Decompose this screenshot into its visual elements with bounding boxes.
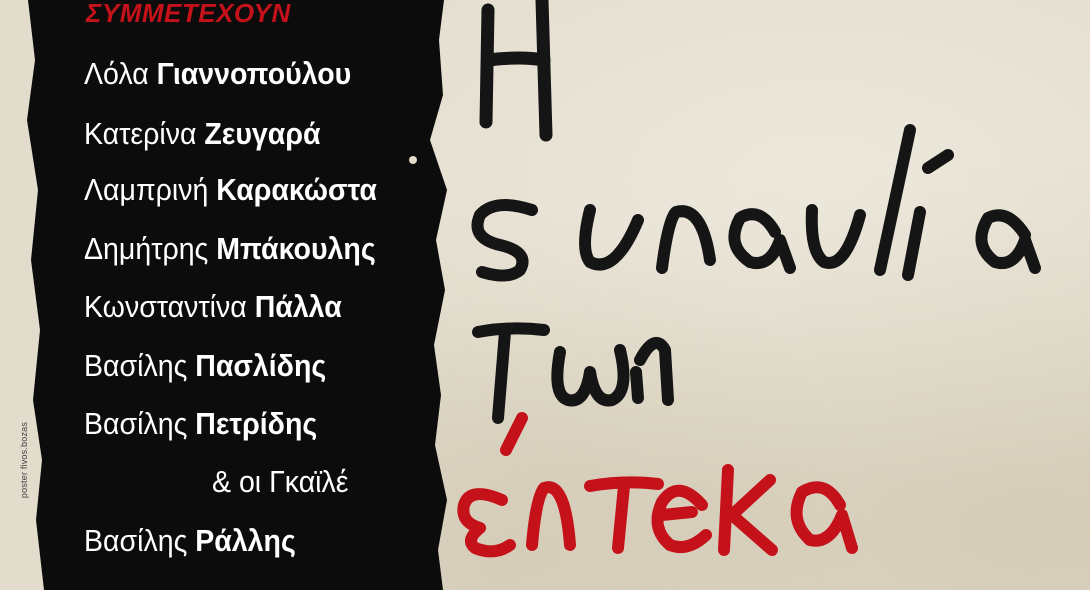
cast-list <box>0 0 470 590</box>
cast-member: Βασίλης Πασλίδης <box>84 348 327 383</box>
cast-member: Βασίλης Πετρίδης <box>84 406 318 441</box>
cast-member: Κατερίνα Ζευγαρά <box>84 116 321 151</box>
title-word-enteka <box>463 418 852 551</box>
title-word-ton <box>478 328 668 418</box>
cast-member: Λόλα Γιαννοπούλου <box>84 56 352 91</box>
title-word-synaulia <box>478 130 1036 276</box>
cast-member: Βασίλης Ράλλης <box>84 523 296 558</box>
cast-heading: ΣΥΜΜΕΤΕΧΟΥΝ <box>86 0 291 28</box>
cast-member: Κωνσταντίνα Πάλλα <box>84 289 342 324</box>
cast-member: Λαμπρινή Καρακώστα <box>84 172 377 207</box>
cast-member: Δημήτρης Μπάκουλης <box>84 231 376 266</box>
poster-credit: poster fivos.bozas <box>19 421 29 499</box>
title-word-eta <box>486 0 546 135</box>
cast-member: & οι Γκαϊλέ <box>212 464 349 499</box>
handwritten-title <box>440 0 1090 590</box>
